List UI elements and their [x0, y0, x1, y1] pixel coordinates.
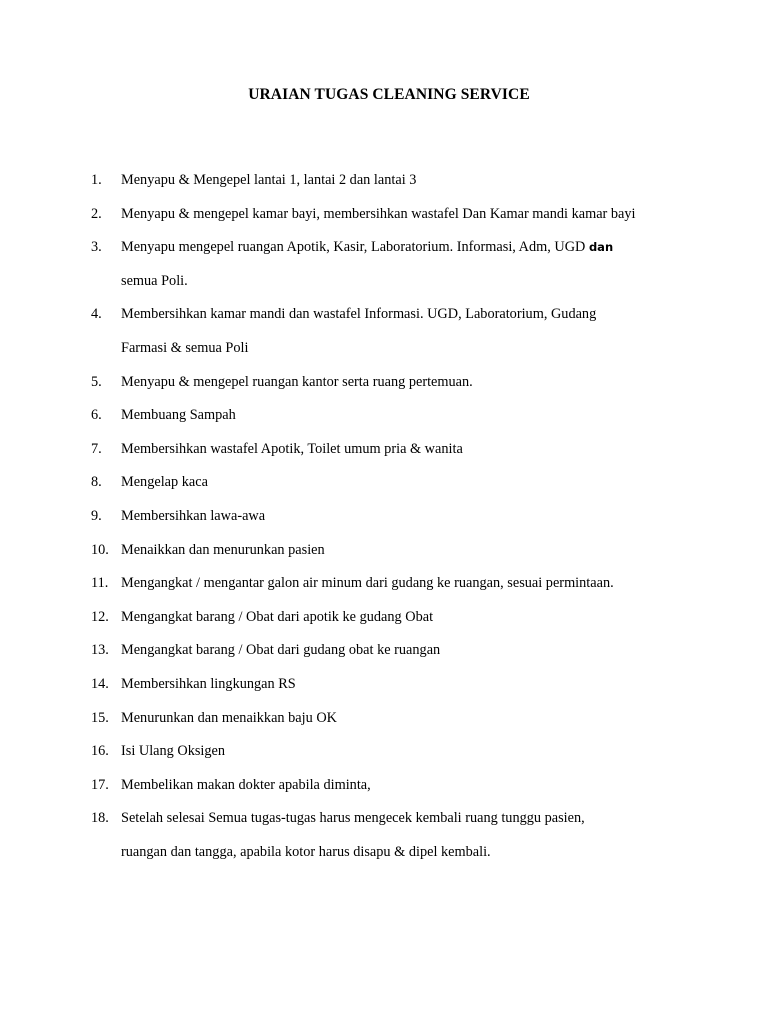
item-line: Mengangkat barang / Obat dari apotik ke gudang Obat: [121, 608, 434, 625]
item-number: 9.: [91, 507, 102, 524]
item-line: Membersihkan lawa-awa: [121, 507, 266, 524]
item-line: Menyapu & Mengepel lantai 1, lantai 2 dan lantai 3: [121, 172, 417, 188]
item-line: Mengangkat barang / Obat dari gudang obat ke ruangan: [121, 642, 441, 659]
list-item: [91, 500, 691, 534]
item-number: 13.: [91, 642, 109, 659]
item-line: [121, 231, 691, 265]
item-text: [121, 164, 691, 198]
item-text: [121, 668, 691, 702]
list-item: [91, 769, 691, 803]
item-text: [121, 601, 691, 635]
item-line: Membersihkan kamar mandi dan wastafel Informasi. UGD, Laboratorium, Gudang: [121, 306, 597, 323]
list-item: [91, 668, 691, 702]
item-number: 8.: [91, 474, 102, 491]
item-line: semua Poli.: [121, 272, 188, 289]
item-line: Menaikkan dan menurunkan pasien: [121, 541, 325, 558]
item-text: [121, 534, 691, 568]
item-number: 6.: [91, 407, 102, 424]
item-text: [121, 567, 691, 601]
item-line: Membelikan makan dokter apabila diminta,: [121, 776, 371, 793]
item-text: [121, 769, 691, 803]
item-number: 11.: [91, 575, 109, 592]
item-line: Farmasi & semua Poli: [121, 339, 249, 356]
item-number: 16.: [91, 743, 109, 760]
item-line: ruangan dan tangga, apabila kotor harus disapu & dipel kembali.: [121, 843, 491, 860]
list-item: [91, 164, 691, 198]
item-text: [121, 735, 691, 769]
list-item: [91, 702, 691, 736]
item-line: Setelah selesai Semua tugas-tugas harus mengecek kembali ruang tunggu pasien,: [121, 810, 585, 827]
item-line: Mengangkat / mengantar galon air minum dari gudang ke ruangan, sesuai permintaan.: [121, 575, 614, 592]
list-item: [91, 298, 691, 365]
item-number: 3.: [91, 239, 102, 256]
list-item: [91, 634, 691, 668]
item-text: [121, 399, 691, 433]
item-number: 2.: [91, 205, 102, 222]
item-number: 17.: [91, 776, 109, 793]
item-number: 14.: [91, 675, 109, 692]
list-item: [91, 802, 691, 869]
item-number: 12.: [91, 608, 109, 625]
item-text: [121, 366, 691, 400]
item-text: [121, 500, 691, 534]
item-line: Membersihkan lingkungan RS: [121, 675, 296, 692]
item-line: Isi Ulang Oksigen: [121, 743, 226, 760]
item-number: 4.: [91, 306, 102, 323]
list-item: [91, 366, 691, 400]
item-number: 1.: [91, 172, 102, 188]
item-line: Mengelap kaca: [121, 474, 208, 491]
list-item: [91, 399, 691, 433]
item-number: 5.: [91, 373, 102, 390]
item-number: 18.: [91, 810, 109, 827]
list-item: [91, 198, 691, 232]
item-text: [121, 702, 691, 736]
item-number: 7.: [91, 440, 102, 457]
item-text: [121, 298, 691, 365]
list-item: [91, 231, 691, 298]
item-line: Membersihkan wastafel Apotik, Toilet umum pria & wanita: [121, 440, 463, 457]
item-line: Menyapu & mengepel ruangan kantor serta ruang pertemuan.: [121, 373, 473, 390]
item-line: Membuang Sampah: [121, 407, 236, 424]
item-text: [121, 634, 691, 668]
item-line: Menyapu & mengepel kamar bayi, membersihkan wastafel Dan Kamar mandi kamar bayi: [121, 205, 636, 222]
item-number: 15.: [91, 709, 109, 726]
item-text: [121, 802, 691, 869]
item-line-main: Menyapu mengepel ruangan Apotik, Kasir, Laboratorium. Informasi, Adm, UGD: [121, 239, 586, 256]
item-line-suffix: dan: [588, 240, 614, 255]
list-item: [91, 433, 691, 467]
list-item: [91, 567, 691, 601]
item-text: [121, 198, 691, 232]
document-title: URAIAN TUGAS CLEANING SERVICE: [248, 86, 530, 103]
item-text: [121, 433, 691, 467]
list-item: [91, 534, 691, 568]
list-item: [91, 466, 691, 500]
item-number: 10.: [91, 541, 109, 558]
item-line: Menurunkan dan menaikkan baju OK: [121, 709, 337, 726]
list-item: [91, 735, 691, 769]
task-list: [91, 164, 691, 869]
item-text: [121, 466, 691, 500]
item-text: [121, 231, 691, 298]
list-item: [91, 601, 691, 635]
